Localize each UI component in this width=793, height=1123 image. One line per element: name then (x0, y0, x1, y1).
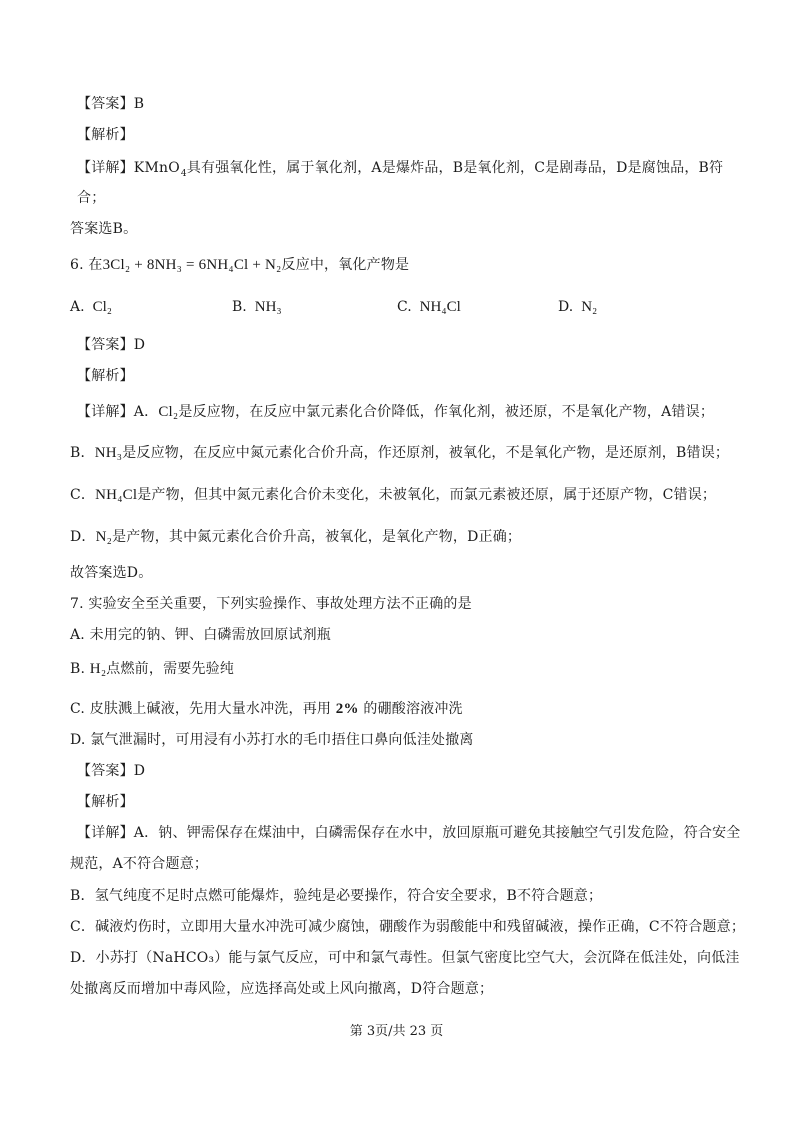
q5-detail-line-1: 【详解】KMnO$_4$具有强氧化性，属于氧化剂，A是爆炸品，B是氧化剂，C是剧毒品，D是腐蚀品，B符 (77, 160, 724, 179)
q7-detail-line-1: 【详解】A．钠、钾需保存在煤油中，白磷需保存在水中，放回原瓶可避免其接触空气引发危险，符合安全 (77, 825, 741, 841)
q5-conclusion: 答案选B。 (70, 221, 138, 237)
q7-answer: 【答案】D (77, 763, 146, 779)
q6-stem: 6. 在3Cl₂ + 8NH₃ = 6NH₄Cl + N₂反应中，氧化产物是 (70, 257, 410, 273)
q5-detail-line-2: 合； (77, 190, 106, 206)
q6-option-c: C. NH₄Cl (397, 299, 461, 315)
q6-option-d: D. N₂ (558, 299, 598, 315)
q6-option-b: B. NH₃ (232, 299, 282, 315)
q7-detail-line-5: D．小苏打（NaHCO₃）能与氯气反应，可中和氯气毒性。但氯气密度比空气大，会沉降在低洼处，向低洼 (70, 950, 740, 966)
q5-answer: 【答案】B (77, 96, 145, 112)
q7-option-b: B. H₂点燃前，需要先验纯 (70, 661, 235, 677)
q7-option-c: C. 皮肤溅上碱液，先用大量水冲洗，再用 2% 的硼酸溶液冲洗 (70, 701, 463, 717)
q7-detail-line-6: 处撤离反而增加中毒风险，应选择高处或上风向撤离，D符合题意； (70, 981, 494, 997)
q6-detail-c: C．NH₄Cl是产物，但其中氮元素化合价未变化，未被氧化，而氯元素被还原，属于还原产物，C错误； (70, 487, 717, 503)
q6-answer: 【答案】D (77, 337, 146, 353)
q7-option-a: A. 未用完的钠、钾、白磷需放回原试剂瓶 (70, 627, 332, 643)
page-footer: 第 3页/共 23 页 (349, 1024, 444, 1039)
q6-detail-b: B．NH₃是反应物，在反应中氮元素化合价升高，作还原剂，被氧化，不是氧化产物，是还原剂，B错误； (70, 445, 730, 461)
q7-detail-line-3: B．氢气纯度不足时点燃可能爆炸，验纯是必要操作，符合安全要求，B不符合题意； (70, 888, 603, 904)
q7-option-d: D. 氯气泄漏时，可用浸有小苏打水的毛巾捂住口鼻向低洼处撤离 (70, 732, 474, 748)
q6-detail-d: D．N₂是产物，其中氮元素化合价升高，被氧化，是氧化产物，D正确； (70, 529, 522, 545)
q7-detail-line-2: 规范，A不符合题意； (70, 856, 209, 872)
q7-stem: 7. 实验安全至关重要，下列实验操作、事故处理方法不正确的是 (70, 596, 472, 612)
q6-analysis-heading: 【解析】 (77, 368, 134, 384)
q6-detail-a: 【详解】A．Cl₂是反应物，在反应中氯元素化合价降低，作氧化剂，被还原，不是氧化产物，A错误； (77, 404, 715, 420)
q6-conclusion: 故答案选D。 (70, 565, 153, 581)
q6-equation: 3Cl₂ + 8NH₃ = 6NH₄Cl + N₂ (102, 257, 282, 273)
q7-analysis-heading: 【解析】 (77, 794, 134, 810)
q5-analysis-heading: 【解析】 (77, 127, 134, 143)
q7-detail-line-4: C．碱液灼伤时，立即用大量水冲洗可减少腐蚀，硼酸作为弱酸能中和残留碱液，操作正确，C不符合题意； (70, 919, 746, 935)
q6-option-a: A. Cl₂ (70, 299, 112, 315)
